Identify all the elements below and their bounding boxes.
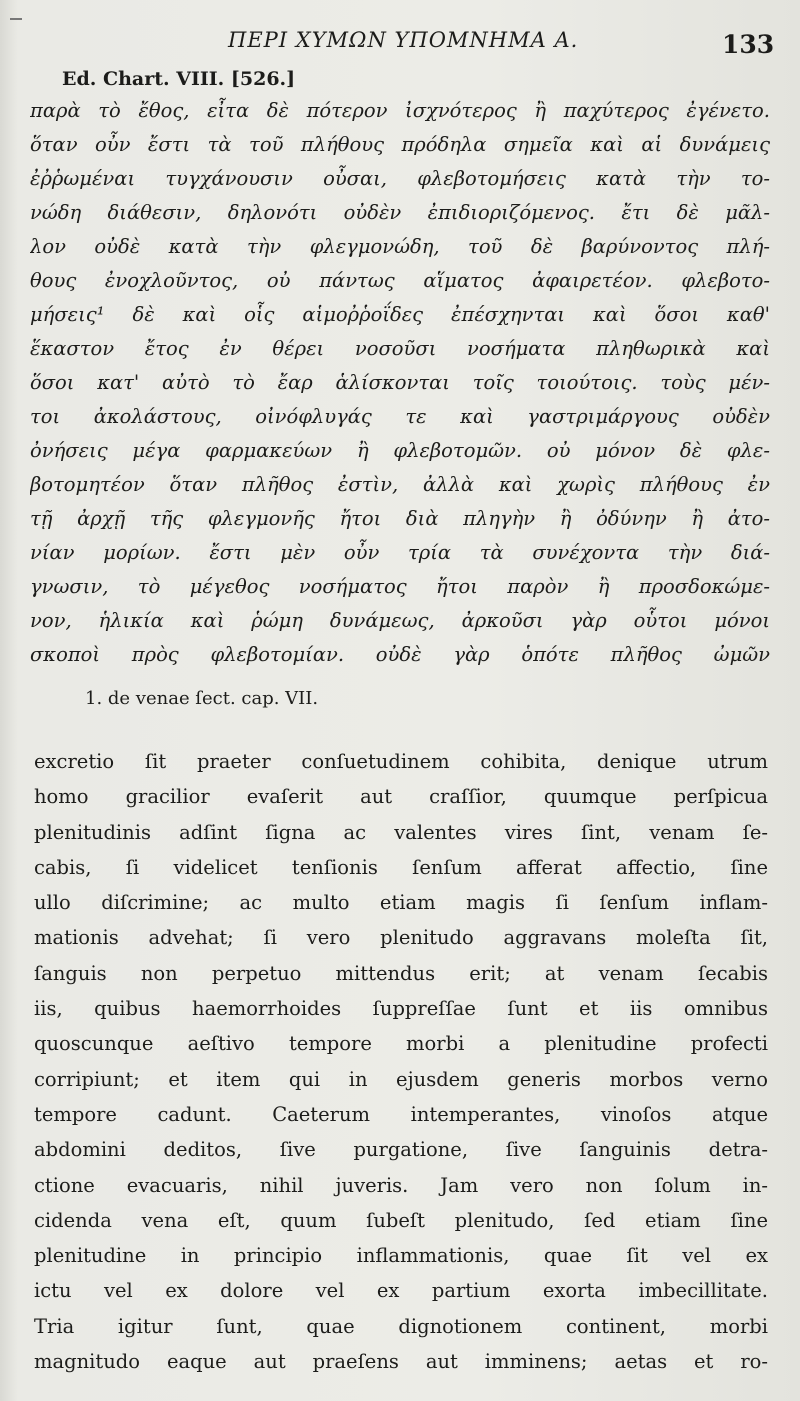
greek-line: τῇ ἀρχῇ τῆς φλεγμονῆς ἤτοι διὰ πληγὴν ἢ ὀδύνην ἢ ἀτο- [30,507,770,530]
greek-line: νον, ἡλικία καὶ ῥώμη δυνάμεως, ἀρκοῦσι γὰρ οὗτοι μόνοι [30,609,770,632]
edition-reference: Ed. Chart. VIII. [526.] [62,68,296,90]
latin-line: excretio ſit praeter conſuetudinem cohibita, denique utrum [34,750,768,773]
latin-line: magnitudo eaque aut praeſens aut imminens; aetas et ro- [34,1350,768,1374]
page-number: 133 [722,30,775,59]
latin-line: ictu vel ex dolore vel ex partium exorta imbecillitate. [34,1279,768,1303]
latin-line: mationis advehat; ſi vero plenitudo aggravans moleſta ſit, [34,926,768,950]
latin-line: ſanguis non perpetuo mittendus erit; at venam ſecabis [34,961,768,985]
greek-line: σκοποὶ πρὸς φλεβοτομίαν. οὐδὲ γὰρ ὁπότε πλῆθος ὠμῶν [30,643,770,666]
latin-line: cidenda vena eſt, quum ſubeſt plenitudo, ſed etiam ſine [34,1208,768,1232]
latin-text-block [34,744,768,1379]
greek-line: νίαν μορίων. ἔστι μὲν οὖν τρία τὰ συνέχοντα τὴν διά- [30,541,770,564]
greek-line: ὀνήσεις μέγα φαρμακεύων ἢ φλεβοτομῶν. οὐ μόνον δὲ φλε- [30,439,770,462]
latin-line: corripiunt; et item qui in ejusdem generis morbos verno [34,1067,768,1091]
footnote: 1. de venae ſect. cap. VII. [85,688,319,709]
greek-line: παρὰ τὸ ἔθος, εἶτα δὲ πότερον ἰσχνότερος ἢ παχύτερος ἐγένετο. [30,99,770,122]
greek-line: ὅταν οὖν ἔστι τὰ τοῦ πλήθους πρόδηλα σημεῖα καὶ αἱ δυνάμεις [30,133,770,156]
latin-line: ctione evacuaris, nihil juveris. Jam vero non ſolum in- [34,1173,768,1197]
latin-line: iis, quibus haemorrhoides ſuppreſſae ſunt et iis omnibus [34,997,768,1021]
greek-line: ὅσοι κατ' αὐτὸ τὸ ἔαρ ἁλίσκονται τοῖς τοιούτοις. τοὺς μέν- [30,371,770,394]
greek-line: ἐῤῥωμέναι τυγχάνουσιν οὖσαι, φλεβοτομήσεις κατὰ τὴν το- [30,167,770,190]
latin-line: homo gracilior evaſerit aut craſſior, quumque perſpicua [34,785,768,809]
greek-line: βοτομητέον ὅταν πλῆθος ἐστὶν, ἀλλὰ καὶ χωρὶς πλήθους ἐν [30,473,770,496]
latin-line: tempore cadunt. Caeterum intemperantes, vinoſos atque [34,1102,768,1126]
greek-text-block [30,94,770,672]
latin-line: plenitudinis adſint ſigna ac valentes vires ſint, venam ſe- [34,820,768,844]
greek-line: μήσεις¹ δὲ καὶ οἷς αἱμοῤῥοΐδες ἐπέσχηνται καὶ ὅσοι καθ' [30,303,770,326]
running-title: ΠΕΡΙ ΧΥΜΩΝ ΥΠΟΜΝΗΜΑ Α. [228,28,579,52]
greek-line: λον οὐδὲ κατὰ τὴν φλεγμονώδη, τοῦ δὲ βαρύνοντος πλή- [30,235,770,258]
greek-line: γνωσιν, τὸ μέγεθος νοσήματος ἤτοι παρὸν ἢ προσδοκώμε- [30,575,770,598]
latin-line: Tria igitur ſunt, quae dignotionem continent, morbi [34,1314,768,1338]
greek-line: τοι ἀκολάστους, οἰνόφλυγάς τε καὶ γαστριμάργους οὐδὲν [30,405,770,428]
latin-line: abdomini deditos, ſive purgatione, ſive ſanguinis detra- [34,1138,768,1162]
latin-line: ullo diſcrimine; ac multo etiam magis ſi ſenſum inflam- [34,891,768,915]
latin-line: cabis, ſi videlicet tenſionis ſenſum afferat affectio, ſine [34,855,768,879]
latin-line: quoscunque aeſtivo tempore morbi a plenitudine profecti [34,1032,768,1056]
greek-line: νώδη διάθεσιν, δηλονότι οὐδὲν ἐπιδιοριζόμενος. ἔτι δὲ μᾶλ- [30,201,770,224]
latin-line: plenitudine in principio inflammationis, quae ſit vel ex [34,1244,768,1268]
greek-line: ἕκαστον ἔτος ἐν θέρει νοσοῦσι νοσήματα πληθωρικὰ καὶ [30,337,770,360]
gutter-mark [10,18,22,20]
greek-line: θους ἐνοχλοῦντος, οὐ πάντως αἵματος ἀφαιρετέον. φλεβοτο- [30,269,770,292]
